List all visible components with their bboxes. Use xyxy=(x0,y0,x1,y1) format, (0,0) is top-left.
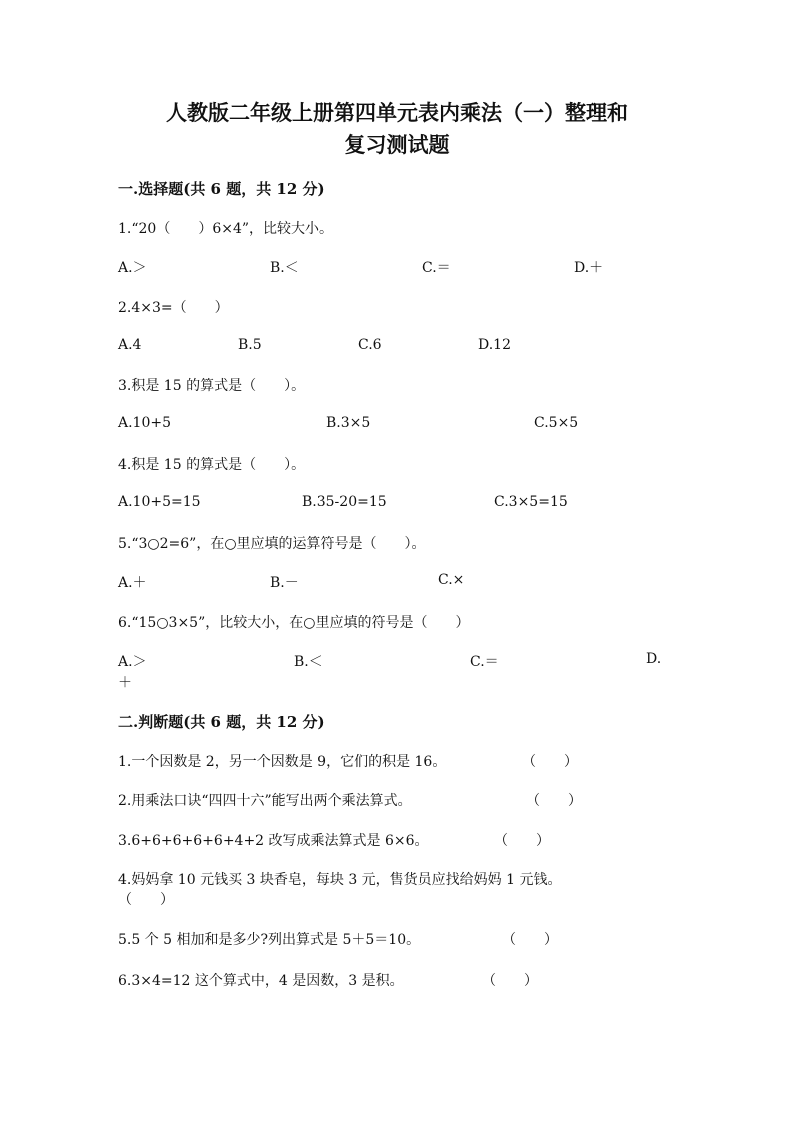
judgment-item-5-answer-blank[interactable]: （ ） xyxy=(502,932,558,948)
document-title-line-1: 人教版二年级上册第四单元表内乘法（一）整理和 xyxy=(166,100,628,125)
section-heading-choice: 一.选择题(共 6 题，共 12 分) xyxy=(118,180,325,198)
judgment-item-3-answer-blank[interactable]: （ ） xyxy=(494,833,550,849)
question-4-option-c[interactable]: C.3×5=15 xyxy=(494,494,568,510)
question-6-option-b[interactable]: B.＜ xyxy=(294,654,323,670)
judgment-item-6-answer-blank[interactable]: （ ） xyxy=(482,973,538,989)
question-5-option-a[interactable]: A.＋ xyxy=(118,575,147,591)
question-6-option-c[interactable]: C.＝ xyxy=(470,654,499,670)
judgment-item-2: 2.用乘法口诀“四四十六”能写出两个乘法算式。 xyxy=(118,793,412,809)
question-5-option-c[interactable]: C.× xyxy=(438,572,465,588)
question-4-option-a[interactable]: A.10+5=15 xyxy=(118,494,201,510)
judgment-item-4: 4.妈妈拿 10 元钱买 3 块香皂，每块 3 元，售货员应找给妈妈 1 元钱。 xyxy=(118,872,562,888)
question-6-option-d-symbol: ＋ xyxy=(118,675,132,691)
question-4-option-b[interactable]: B.35-20=15 xyxy=(302,494,387,510)
judgment-item-1: 1.一个因数是 2，另一个因数是 9，它们的积是 16。 xyxy=(118,754,447,770)
question-3-option-c[interactable]: C.5×5 xyxy=(534,415,579,431)
question-1-option-a[interactable]: A.＞ xyxy=(118,260,147,276)
question-1: 1.“20（ ）6×4”，比较大小。 xyxy=(118,221,334,237)
question-2-option-d[interactable]: D.12 xyxy=(478,337,511,353)
judgment-item-1-answer-blank[interactable]: （ ） xyxy=(522,754,578,770)
question-3-option-b[interactable]: B.3×5 xyxy=(326,415,371,431)
question-2-option-c[interactable]: C.6 xyxy=(358,337,382,353)
question-2: 2.4×3=（ ） xyxy=(118,300,229,316)
question-6-option-a[interactable]: A.＞ xyxy=(118,654,147,670)
judgment-item-2-answer-blank[interactable]: （ ） xyxy=(526,793,582,809)
judgment-item-4-answer-blank[interactable]: （ ） xyxy=(118,892,174,908)
question-1-option-d[interactable]: D.＋ xyxy=(574,260,604,276)
question-2-option-a[interactable]: A.4 xyxy=(118,337,142,353)
question-3: 3.积是 15 的算式是（ ）。 xyxy=(118,378,306,394)
question-3-option-a[interactable]: A.10+5 xyxy=(118,415,172,431)
question-5-option-b[interactable]: B.－ xyxy=(270,575,299,591)
question-1-option-b[interactable]: B.＜ xyxy=(270,260,299,276)
question-1-option-c[interactable]: C.＝ xyxy=(422,260,451,276)
judgment-item-5: 5.5 个 5 相加和是多少?列出算式是 5＋5＝10。 xyxy=(118,932,421,948)
question-6: 6.“15○3×5”，比较大小，在○里应填的符号是（ ） xyxy=(118,615,470,631)
judgment-item-6: 6.3×4=12 这个算式中，4 是因数，3 是积。 xyxy=(118,973,404,989)
judgment-item-3: 3.6+6+6+6+6+4+2 改写成乘法算式是 6×6。 xyxy=(118,833,429,849)
question-6-option-d[interactable]: D. xyxy=(646,651,662,667)
document-title-line-2: 复习测试题 xyxy=(344,132,450,157)
section-heading-judgment: 二.判断题(共 6 题，共 12 分) xyxy=(118,713,325,731)
question-5: 5.“3○2=6”，在○里应填的运算符号是（ ）。 xyxy=(118,536,426,552)
question-4: 4.积是 15 的算式是（ ）。 xyxy=(118,457,306,473)
question-2-option-b[interactable]: B.5 xyxy=(238,337,262,353)
